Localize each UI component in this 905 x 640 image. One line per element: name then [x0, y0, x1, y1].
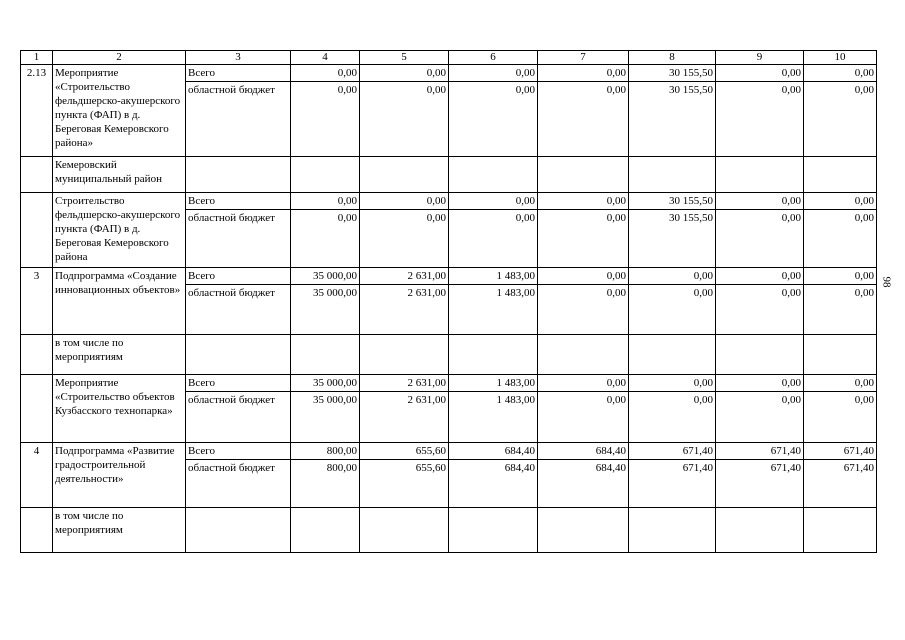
- amount-cell: 0,00: [360, 210, 449, 268]
- empty-cell: [629, 157, 716, 193]
- amount-cell: 0,00: [629, 285, 716, 335]
- row-code: [21, 193, 53, 268]
- source-label: областной бюджет: [186, 285, 291, 335]
- empty-cell: [449, 157, 538, 193]
- row-code: [21, 375, 53, 443]
- empty-cell: [186, 508, 291, 553]
- amount-cell: 35 000,00: [291, 268, 360, 285]
- amount-cell: 0,00: [804, 375, 877, 392]
- amount-cell: 30 155,50: [629, 65, 716, 82]
- amount-cell: 0,00: [449, 193, 538, 210]
- amount-cell: 1 483,00: [449, 268, 538, 285]
- amount-cell: 0,00: [538, 392, 629, 443]
- amount-cell: 1 483,00: [449, 285, 538, 335]
- amount-cell: 0,00: [716, 193, 804, 210]
- amount-cell: 0,00: [291, 65, 360, 82]
- amount-cell: 0,00: [449, 82, 538, 157]
- row-code: 4: [21, 443, 53, 508]
- col-header: 1: [21, 51, 53, 65]
- empty-cell: [629, 335, 716, 375]
- row-name: Строительство фельдшерско-акушерского пункта (ФАП) в д. Береговая Кемеровского района: [53, 193, 186, 268]
- amount-cell: 0,00: [804, 65, 877, 82]
- amount-cell: 0,00: [360, 193, 449, 210]
- col-header: 2: [53, 51, 186, 65]
- amount-cell: 0,00: [538, 375, 629, 392]
- amount-cell: 684,40: [538, 460, 629, 508]
- amount-cell: 671,40: [716, 460, 804, 508]
- amount-cell: 30 155,50: [629, 210, 716, 268]
- row-name: Мероприятие «Строительство фельдшерско-акушерского пункта (ФАП) в д. Береговая Кемеровского района»: [53, 65, 186, 157]
- amount-cell: 30 155,50: [629, 82, 716, 157]
- amount-cell: 0,00: [538, 82, 629, 157]
- row-name: Подпрограмма «Создание инновационных объектов»: [53, 268, 186, 335]
- amount-cell: 35 000,00: [291, 392, 360, 443]
- col-header: 5: [360, 51, 449, 65]
- amount-cell: 0,00: [629, 392, 716, 443]
- row-name: Кемеровский муниципальный район: [53, 157, 186, 193]
- empty-cell: [291, 157, 360, 193]
- amount-cell: 800,00: [291, 460, 360, 508]
- row-name: Мероприятие «Строительство объектов Кузбасского технопарка»: [53, 375, 186, 443]
- page-number: 98: [880, 276, 893, 288]
- row-code: 2.13: [21, 65, 53, 157]
- source-label: Всего: [186, 193, 291, 210]
- source-label: областной бюджет: [186, 392, 291, 443]
- source-label: Всего: [186, 268, 291, 285]
- row-name: в том числе по мероприятиям: [53, 508, 186, 553]
- amount-cell: 684,40: [538, 443, 629, 460]
- amount-cell: 2 631,00: [360, 375, 449, 392]
- empty-cell: [360, 157, 449, 193]
- empty-cell: [186, 335, 291, 375]
- row-code: [21, 157, 53, 193]
- amount-cell: 0,00: [804, 193, 877, 210]
- row-name: Подпрограмма «Развитие градостроительной деятельности»: [53, 443, 186, 508]
- amount-cell: 0,00: [804, 210, 877, 268]
- col-header: 10: [804, 51, 877, 65]
- source-label: Всего: [186, 375, 291, 392]
- row-name: в том числе по мероприятиям: [53, 335, 186, 375]
- source-label: Всего: [186, 65, 291, 82]
- table-row: [21, 268, 877, 285]
- amount-cell: 0,00: [449, 65, 538, 82]
- row-code: [21, 508, 53, 553]
- amount-cell: 0,00: [538, 65, 629, 82]
- empty-cell: [716, 157, 804, 193]
- empty-cell: [291, 508, 360, 553]
- amount-cell: 671,40: [716, 443, 804, 460]
- amount-cell: 0,00: [716, 392, 804, 443]
- amount-cell: 2 631,00: [360, 268, 449, 285]
- amount-cell: 671,40: [804, 443, 877, 460]
- amount-cell: 0,00: [804, 268, 877, 285]
- amount-cell: 0,00: [538, 268, 629, 285]
- empty-cell: [449, 508, 538, 553]
- table-row: [21, 157, 877, 193]
- amount-cell: 684,40: [449, 460, 538, 508]
- col-header: 8: [629, 51, 716, 65]
- amount-cell: 0,00: [291, 193, 360, 210]
- amount-cell: 0,00: [291, 210, 360, 268]
- amount-cell: 0,00: [716, 285, 804, 335]
- amount-cell: 2 631,00: [360, 392, 449, 443]
- empty-cell: [360, 335, 449, 375]
- amount-cell: 0,00: [716, 268, 804, 285]
- amount-cell: 0,00: [716, 82, 804, 157]
- empty-cell: [360, 508, 449, 553]
- amount-cell: 684,40: [449, 443, 538, 460]
- source-label: Всего: [186, 443, 291, 460]
- empty-cell: [716, 335, 804, 375]
- amount-cell: 671,40: [629, 460, 716, 508]
- table-row: [21, 335, 877, 375]
- source-label: областной бюджет: [186, 460, 291, 508]
- amount-cell: 0,00: [360, 82, 449, 157]
- amount-cell: 0,00: [804, 392, 877, 443]
- empty-cell: [186, 157, 291, 193]
- amount-cell: 0,00: [804, 82, 877, 157]
- source-label: областной бюджет: [186, 82, 291, 157]
- table-row: [21, 443, 877, 460]
- header-row: [21, 51, 877, 65]
- amount-cell: 0,00: [716, 375, 804, 392]
- amount-cell: 0,00: [716, 65, 804, 82]
- amount-cell: 0,00: [360, 65, 449, 82]
- table-row: [21, 508, 877, 553]
- amount-cell: 0,00: [629, 268, 716, 285]
- amount-cell: 0,00: [538, 210, 629, 268]
- amount-cell: 0,00: [804, 285, 877, 335]
- amount-cell: 0,00: [629, 375, 716, 392]
- amount-cell: 2 631,00: [360, 285, 449, 335]
- amount-cell: 0,00: [538, 285, 629, 335]
- col-header: 7: [538, 51, 629, 65]
- table-row: [21, 375, 877, 392]
- empty-cell: [804, 157, 877, 193]
- amount-cell: 0,00: [449, 210, 538, 268]
- col-header: 3: [186, 51, 291, 65]
- empty-cell: [804, 508, 877, 553]
- amount-cell: 800,00: [291, 443, 360, 460]
- empty-cell: [449, 335, 538, 375]
- budget-table: [20, 50, 877, 553]
- empty-cell: [538, 508, 629, 553]
- empty-cell: [716, 508, 804, 553]
- amount-cell: 35 000,00: [291, 375, 360, 392]
- row-code: [21, 335, 53, 375]
- amount-cell: 30 155,50: [629, 193, 716, 210]
- amount-cell: 671,40: [804, 460, 877, 508]
- empty-cell: [804, 335, 877, 375]
- empty-cell: [538, 157, 629, 193]
- row-code: 3: [21, 268, 53, 335]
- amount-cell: 0,00: [291, 82, 360, 157]
- amount-cell: 35 000,00: [291, 285, 360, 335]
- empty-cell: [538, 335, 629, 375]
- col-header: 6: [449, 51, 538, 65]
- amount-cell: 1 483,00: [449, 375, 538, 392]
- empty-cell: [629, 508, 716, 553]
- table-row: [21, 193, 877, 210]
- amount-cell: 0,00: [538, 193, 629, 210]
- amount-cell: 1 483,00: [449, 392, 538, 443]
- source-label: областной бюджет: [186, 210, 291, 268]
- amount-cell: 655,60: [360, 460, 449, 508]
- col-header: 4: [291, 51, 360, 65]
- col-header: 9: [716, 51, 804, 65]
- amount-cell: 0,00: [716, 210, 804, 268]
- amount-cell: 655,60: [360, 443, 449, 460]
- empty-cell: [291, 335, 360, 375]
- amount-cell: 671,40: [629, 443, 716, 460]
- table-row: [21, 65, 877, 82]
